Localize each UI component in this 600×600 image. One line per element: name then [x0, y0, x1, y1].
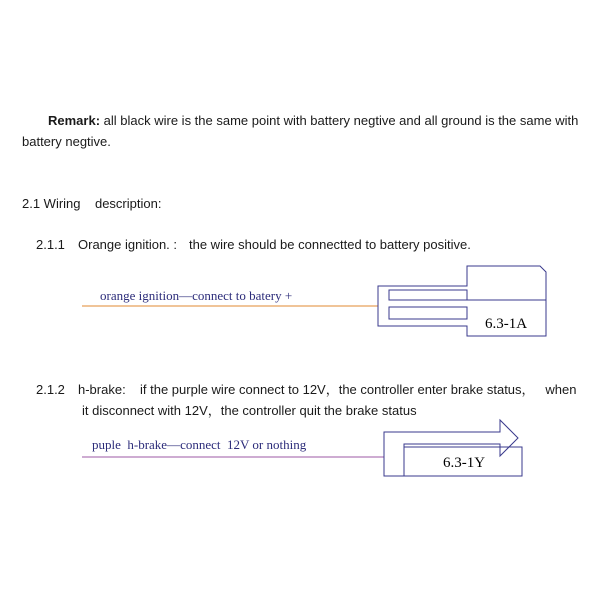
- item-text-orange-ignition: the wire should be connectted to battery positive.: [189, 237, 471, 252]
- item-number-2-1-2: 2.1.2: [36, 382, 65, 397]
- item-number-2-1-1: 2.1.1: [36, 237, 65, 252]
- connector-code-6-3-1y: 6.3-1Y: [442, 455, 486, 471]
- item-title-orange-ignition: Orange ignition. :: [78, 237, 178, 252]
- remark-label: Remark:: [48, 113, 101, 128]
- item-text-h-brake: if the purple wire connect to 12V，the controller enter brake status， when: [140, 382, 577, 397]
- remark-text: all black wire is the same point with battery negtive and all ground is the same with: [103, 113, 579, 128]
- section-heading: 2.1 Wiring description:: [22, 196, 162, 211]
- remark-line-2: battery negtive.: [22, 134, 111, 149]
- orange-wire-label: orange ignition—connect to batery +: [100, 288, 293, 303]
- purple-wire-label: puple h-brake—connect 12V or nothing: [92, 437, 307, 452]
- connector-code-6-3-1a: 6.3-1A: [484, 316, 528, 332]
- item-text-h-brake-2: it disconnect with 12V，the controller quit the brake status: [82, 403, 417, 418]
- item-title-h-brake: h-brake:: [78, 382, 126, 397]
